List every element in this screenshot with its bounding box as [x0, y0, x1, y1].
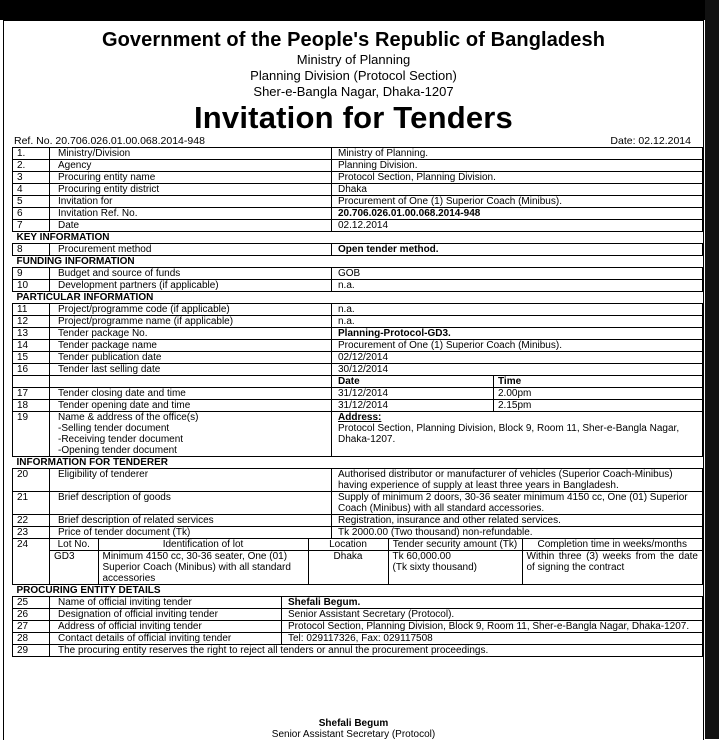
table-row: 23 Price of tender document (Tk) Tk 2000.00 (Two thousand) non-refundable. — [13, 527, 703, 539]
notice-header — [4, 29, 703, 135]
table-row: 19 Name & address of the office(s) -Selling tender document -Receiving tender document -Opening tender document Address: Protocol Section, Planning Division, Block 9, Room 11, Sher-e-Bangla Nagar, Dhaka-1207. — [13, 412, 703, 457]
signature-name: Shefali Begum — [318, 718, 389, 729]
table-row: 28 Contact details of official inviting tender Tel: 029117326, Fax: 029117508 — [13, 633, 703, 645]
table-row: 16 Tender last selling date 30/12/2014 — [13, 364, 703, 376]
table-row: 13 Tender package No. Planning-Protocol-GD3. — [13, 328, 703, 340]
table-row: 20 Eligibility of tenderer Authorised distributor or manufacturer of vehicles (Superior Coach-Minibus) having experience of supply at least three years in Bangladesh. — [13, 469, 703, 492]
section-particular-information: PARTICULAR INFORMATION — [13, 292, 703, 304]
table-row: 12 Project/programme name (if applicable) n.a. — [13, 316, 703, 328]
signature-designation: Senior Assistant Secretary (Protocol) — [271, 729, 436, 740]
ministry-line: Ministry of Planning — [296, 52, 411, 67]
lot-row: 24 Lot No. Identification of lot Location Tender security amount (Tk) Completion time in weeks/months GD3 Minimum 4150 cc, 30-36 seater, One (01) Superior Coach (Minibus) with all standard accessories Dhaka Tk 60,000.00 (Tk sixty thousand) Within three (3) weeks from the date of signing the contract — [13, 539, 703, 585]
table-row: 21 Brief description of goods Supply of minimum 2 doors, 30-36 seater minimum 4150 cc, One (01) Superior Coach (Minibus) with all standard accessories. — [13, 492, 703, 515]
table-row: 7 Date 02.12.2014 — [13, 220, 703, 232]
lot-table — [50, 539, 702, 584]
notice-date: Date: 02.12.2014 — [610, 135, 691, 147]
table-row: 26 Designation of official inviting tender Senior Assistant Secretary (Protocol). — [13, 609, 703, 621]
section-funding-information: FUNDING INFORMATION — [13, 256, 703, 268]
procuring-entity-table — [12, 596, 703, 657]
top-border-band — [0, 0, 719, 20]
table-row: 8 Procurement method Open tender method. — [13, 244, 703, 256]
table-row: 1. Ministry/Division Ministry of Planning. — [13, 148, 703, 160]
government-title: Government of the People's Republic of Bangladesh — [101, 29, 606, 51]
section-procuring-entity-details: PROCURING ENTITY DETAILS — [13, 585, 703, 597]
tender-notice — [3, 20, 704, 740]
table-row: 25 Name of official inviting tender Shefali Begum. — [13, 597, 703, 609]
tender-table — [12, 147, 703, 597]
section-information-for-tenderer: INFORMATION FOR TENDERER — [13, 457, 703, 469]
division-line: Planning Division (Protocol Section) — [250, 68, 457, 83]
table-row: 6 Invitation Ref. No. 20.706.026.01.00.068.2014-948 — [13, 208, 703, 220]
table-row: 10 Development partners (if applicable) n.a. — [13, 280, 703, 292]
table-row: 11 Project/programme code (if applicable) n.a. — [13, 304, 703, 316]
reference-line — [4, 135, 703, 147]
table-row: 29 The procuring entity reserves the right to reject all tenders or annul the procurement proceedings. — [13, 645, 703, 657]
address-line: Sher-e-Bangla Nagar, Dhaka-1207 — [253, 84, 454, 99]
page-title: Invitation for Tenders — [193, 100, 514, 135]
date-time-header-row: Date Time — [13, 376, 703, 388]
table-row: 5 Invitation for Procurement of One (1) Superior Coach (Minibus). — [13, 196, 703, 208]
table-row: 14 Tender package name Procurement of One (1) Superior Coach (Minibus). — [13, 340, 703, 352]
right-border-band — [705, 0, 719, 739]
lot-header-row: Lot No. Identification of lot Location Tender security amount (Tk) Completion time in weeks/months — [50, 539, 702, 551]
table-row: 2. Agency Planning Division. — [13, 160, 703, 172]
lot-data-row: GD3 Minimum 4150 cc, 30-36 seater, One (01) Superior Coach (Minibus) with all standard accessories Dhaka Tk 60,000.00 (Tk sixty thousand) Within three (3) weeks from the date of signing the contract — [50, 551, 702, 585]
table-row: 18 Tender opening date and time 31/12/2014 2.15pm — [13, 400, 703, 412]
table-row: 22 Brief description of related services Registration, insurance and other related services. — [13, 515, 703, 527]
reference-number: Ref. No. 20.706.026.01.00.068.2014-948 — [14, 135, 205, 147]
table-row: 27 Address of official inviting tender Protocol Section, Planning Division, Block 9, Room 11, Sher-e-Bangla Nagar, Dhaka-1207. — [13, 621, 703, 633]
table-row: 15 Tender publication date 02/12/2014 — [13, 352, 703, 364]
table-row: 4 Procuring entity district Dhaka — [13, 184, 703, 196]
table-row: 9 Budget and source of funds GOB — [13, 268, 703, 280]
section-key-information: KEY INFORMATION — [13, 232, 703, 244]
table-row: 3 Procuring entity name Protocol Section, Planning Division. — [13, 172, 703, 184]
table-row: 17 Tender closing date and time 31/12/2014 2.00pm — [13, 388, 703, 400]
